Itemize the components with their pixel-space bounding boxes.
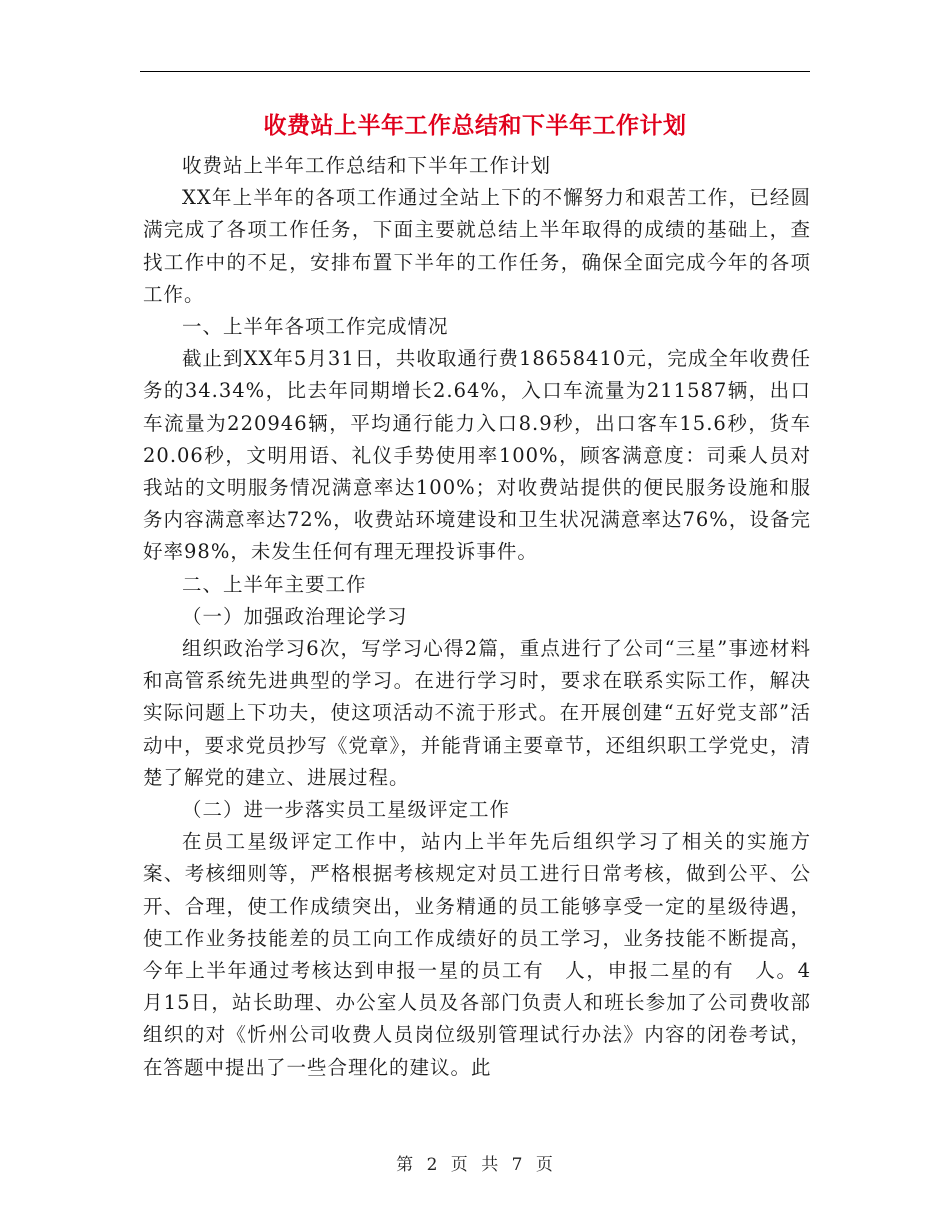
paragraph-intro: XX年上半年的各项工作通过全站上下的不懈努力和艰苦工作，已经圆满完成了各项工作任务，下面主要就总结上半年取得的成绩的基础上，查找工作中的不足，安排布置下半年的工作任务，确保全面完成今年的各项工作。 — [143, 186, 811, 306]
paragraph-star-rating: 在员工星级评定工作中，站内上半年先后组织学习了相关的实施方案、考核细则等，严格根据考核规定对员工进行日常考核，做到公平、公开、合理，使工作成绩突出，业务精通的员工能够享受一定的星级待遇，使工作业务技能差的员工向工作成绩好的员工学习，业务技能不断提高，今年上半年通过考核达到申报一星的员工有 人，申报二星的有 人。4月15日，站长助理、办公室人员及各部门负责人和班长参加了公司费收部组织的对《忻州公司收费人员岗位级别管理试行办法》内容的闭卷考试，在答题中提出了一些合理化的建议。此 — [143, 830, 811, 1079]
subsection-heading-2: （二）进一步落实员工星级评定工作 — [182, 798, 511, 822]
page-number-footer: 第 2 页 共 7 页 — [396, 1155, 554, 1175]
document-title: 收费站上半年工作总结和下半年工作计划 — [263, 113, 687, 139]
document-body — [143, 150, 811, 1084]
section-heading-1: 一、上半年各项工作完成情况 — [182, 315, 449, 339]
paragraph-political-study: 组织政治学习6次，写学习心得2篇，重点进行了公司“三星”事迹材料和高管系统先进典型的学习。在进行学习时，要求在联系实际工作，解决实际问题上下功夫，使这项活动不流于形式。在开展创建“五好党支部”活动中，要求党员抄写《党章》，并能背诵主要章节，还组织职工学党史，清楚了解党的建立、进展过程。 — [143, 637, 811, 789]
paragraph-statistics: 截止到XX年5月31日，共收取通行费18658410元，完成全年收费任务的34.34%，比去年同期增长2.64%，入口车流量为211587辆，出口车流量为220946辆，平均通行能力入口8.9秒，出口客车15.6秒，货车 20.06秒，文明用语、礼仪手势使用率100%，顾客满意度：司乘人员对我站的文明服务情况满意率达100%；对收费站提供的便民服务设施和服务内容满意率达72%，收费站环境建设和卫生状况满意率达76%，设备完好率98%，未发生任何有理无理投诉事件。 — [143, 347, 811, 564]
subsection-heading-1: （一）加强政治理论学习 — [182, 604, 408, 628]
paragraph-subtitle: 收费站上半年工作总结和下半年工作计划 — [182, 154, 552, 177]
header-rule — [140, 71, 810, 72]
section-heading-2: 二、上半年主要工作 — [182, 572, 367, 596]
